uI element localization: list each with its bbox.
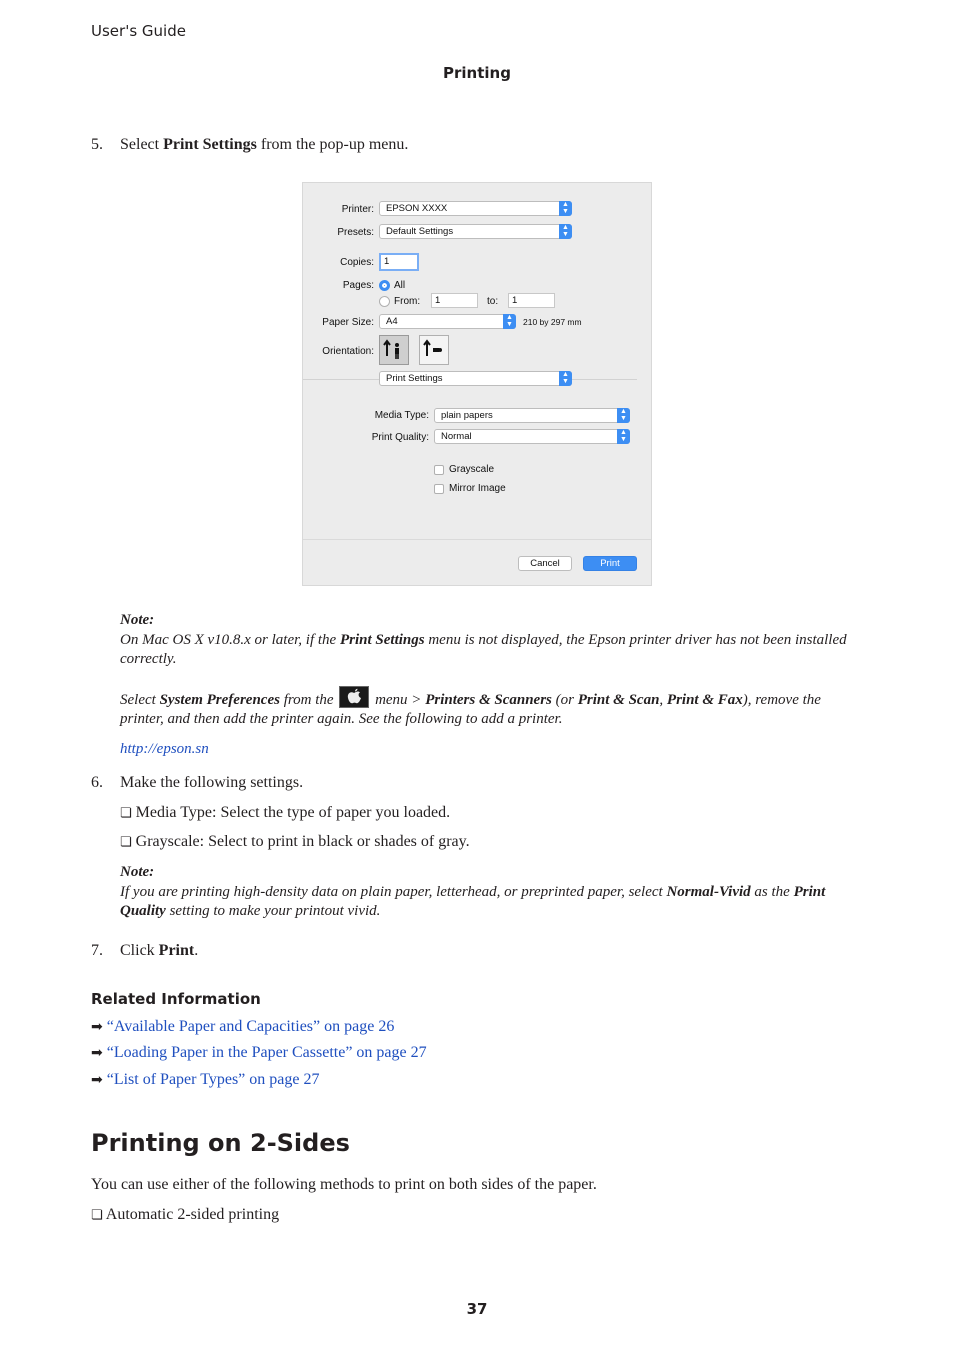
note-title: Note: [120, 612, 155, 628]
checkbox-bullet-icon: ❏ [91, 1208, 103, 1223]
step-5 [0, 136, 954, 156]
related-link[interactable]: ➡ “Loading Paper in the Paper Cassette” on page 27 [91, 1044, 427, 1061]
portrait-icon [380, 336, 408, 364]
landscape-icon [420, 336, 448, 364]
related-info-title: Related Information [91, 990, 261, 1008]
grayscale-label: Grayscale [449, 464, 495, 475]
mirror-image-label: Mirror Image [449, 483, 506, 494]
step-number: 7. [91, 942, 103, 959]
chevron-updown-icon: ▲ ▼ [559, 224, 572, 239]
running-header: User's Guide [91, 22, 186, 40]
checkbox-bullet-icon: ❏ [120, 806, 132, 821]
grayscale-checkbox[interactable] [434, 465, 444, 475]
copies-field[interactable]: 1 [379, 253, 419, 271]
pages-from-label: From: [394, 296, 421, 307]
from-field[interactable]: 1 [431, 293, 478, 308]
divider [303, 539, 651, 540]
paper-size-label: Paper Size: [322, 317, 374, 328]
paper-size-dims: 210 by 297 mm [523, 317, 582, 327]
epson-link[interactable]: http://epson.sn [120, 740, 209, 757]
media-type-popup[interactable] [434, 408, 630, 423]
printer-label: Printer: [341, 204, 374, 215]
pages-from-radio[interactable] [379, 296, 390, 307]
presets-label: Presets: [337, 227, 374, 238]
note-paragraph: If you are printing high-density data on plain paper, letterhead, or preprinted paper, select Normal-Vivid as the Print Quality setting to make your printout vivid. [120, 883, 826, 919]
pages-label: Pages: [342, 280, 374, 291]
printer-value: EPSON XXXX [386, 203, 448, 214]
paper-size-value: A4 [386, 316, 398, 327]
step-number: 6. [91, 774, 103, 791]
note-paragraph: On Mac OS X v10.8.x or later, if the Print Settings menu is not displayed, the Epson printer driver has not been installed correctly. [120, 631, 847, 667]
note-paragraph: Select System Preferences from the menu > Printers & Scanners (or Print & Scan, Print & Fax), remove the printer, and then add the printer again. See the following to add a printer. [120, 686, 860, 730]
bullet-item: ❏ Media Type: Select the type of paper you loaded. [120, 804, 451, 821]
chevron-updown-icon: ▲ ▼ [559, 201, 572, 216]
section-intro: You can use either of the following methods to print on both sides of the paper. [91, 1176, 597, 1193]
print-dialog [302, 182, 652, 586]
orientation-label: Orientation: [322, 346, 374, 357]
chevron-updown-icon: ▲ ▼ [617, 429, 630, 444]
chevron-updown-icon: ▲ ▼ [617, 408, 630, 423]
print-quality-label: Print Quality: [371, 432, 429, 443]
section-title: Printing on 2-Sides [91, 1129, 350, 1157]
chevron-updown-icon: ▲ ▼ [503, 314, 516, 329]
copies-label: Copies: [340, 257, 374, 268]
related-link[interactable]: ➡ “List of Paper Types” on page 27 [91, 1071, 320, 1088]
mirror-image-checkbox[interactable] [434, 484, 444, 494]
chevron-updown-icon: ▲ ▼ [559, 371, 572, 386]
note-title: Note: [120, 864, 155, 880]
landscape-button[interactable] [419, 335, 449, 365]
bullet-item: ❏ Grayscale: Select to print in black or shades of gray. [120, 833, 470, 850]
step-text: Make the following settings. [120, 774, 304, 791]
media-type-label: Media Type: [374, 410, 429, 421]
printer-popup[interactable] [379, 201, 572, 216]
arrow-right-icon: ➡ [91, 1072, 103, 1088]
checkbox-bullet-icon: ❏ [120, 835, 132, 850]
presets-value: Default Settings [386, 226, 454, 237]
pages-to-label: to: [487, 296, 499, 307]
apple-icon [339, 686, 369, 708]
settings-menu-value: Print Settings [386, 373, 443, 384]
presets-popup[interactable] [379, 224, 572, 239]
step-number: 5. [91, 136, 103, 153]
note-block [120, 863, 865, 922]
step-bold: Print Settings [163, 136, 257, 153]
step-text: from the pop-up menu. [256, 136, 409, 153]
pages-all-radio[interactable] [379, 280, 390, 291]
related-link[interactable]: ➡ “Available Paper and Capacities” on page 26 [91, 1018, 395, 1035]
pages-all-label: All [394, 280, 406, 291]
print-quality-value: Normal [441, 431, 472, 442]
print-button[interactable]: Print [583, 556, 637, 571]
step-7: 7. Click Print. [91, 942, 199, 959]
arrow-right-icon: ➡ [91, 1019, 103, 1035]
media-type-value: plain papers [441, 410, 493, 421]
cancel-button[interactable]: Cancel [518, 556, 572, 571]
arrow-right-icon: ➡ [91, 1045, 103, 1061]
step-6 [0, 774, 954, 794]
step-text: Select [120, 136, 164, 153]
note-block [120, 611, 860, 759]
section-header: Printing [443, 64, 511, 82]
to-field[interactable]: 1 [508, 293, 555, 308]
portrait-button[interactable] [379, 335, 409, 365]
paper-size-popup[interactable] [379, 314, 516, 329]
print-quality-popup[interactable] [434, 429, 630, 444]
page-number: 37 [466, 1300, 488, 1318]
settings-menu-popup[interactable] [379, 371, 572, 386]
bullet-item: ❏ Automatic 2-sided printing [91, 1206, 280, 1223]
